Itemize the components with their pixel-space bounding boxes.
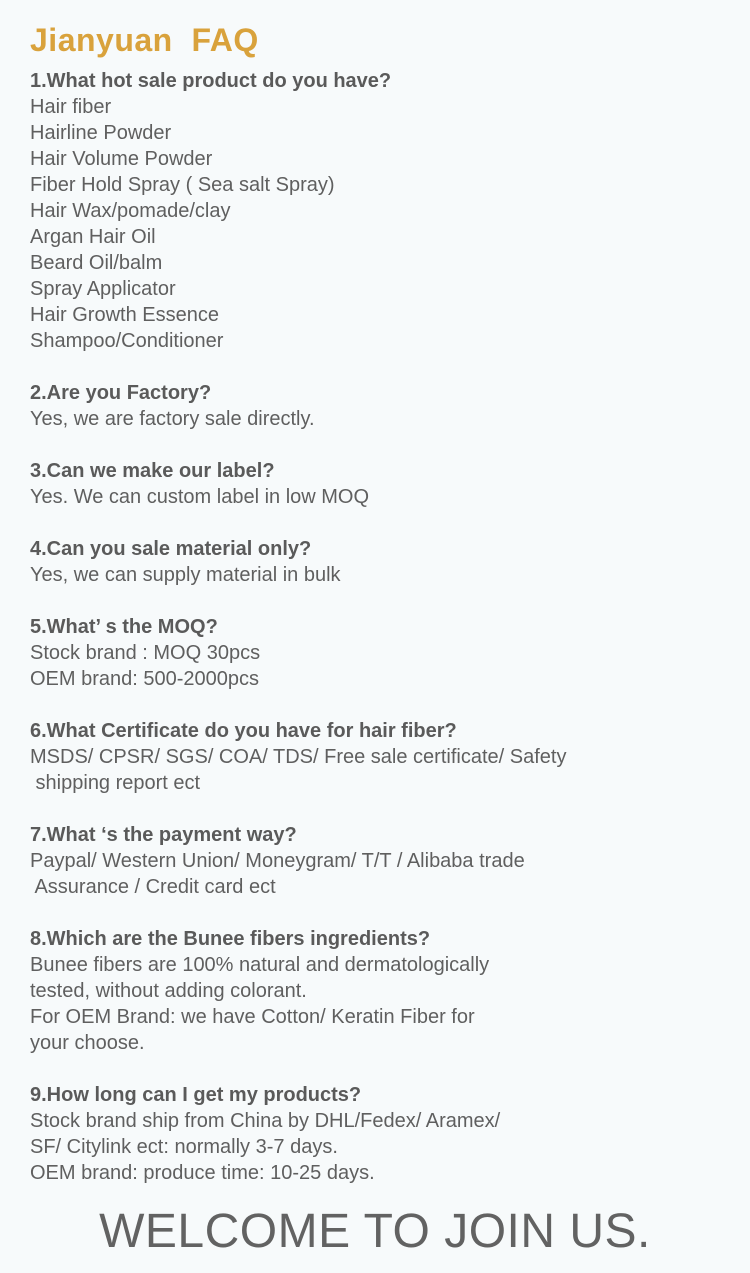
- faq-answer-line: Hair Wax/pomade/clay: [30, 200, 231, 222]
- faq-answer-line: MSDS/ CPSR/ SGS/ COA/ TDS/ Free sale certificate/ Safety: [30, 746, 567, 768]
- faq-item-1: [30, 68, 750, 354]
- faq-answer-line: Hair Volume Powder: [30, 148, 213, 170]
- faq-item-7: [30, 822, 750, 900]
- faq-answer-line: Paypal/ Western Union/ Moneygram/ T/T / Alibaba trade: [30, 850, 525, 872]
- faq-answer-line: Hairline Powder: [30, 122, 172, 144]
- faq-question: 3.Can we make our label?: [30, 460, 275, 482]
- faq-question: 8.Which are the Bunee fibers ingredients?: [30, 928, 431, 950]
- faq-answer-line: Stock brand ship from China by DHL/Fedex/ Aramex/: [30, 1110, 501, 1132]
- faq-question: 4.Can you sale material only?: [30, 538, 312, 560]
- faq-answer-line: Stock brand : MOQ 30pcs: [30, 642, 261, 664]
- faq-answer-line: Hair Growth Essence: [30, 304, 219, 326]
- faq-answer-line: your choose.: [30, 1032, 145, 1054]
- faq-question: 9.How long can I get my products?: [30, 1084, 362, 1106]
- faq-answer-line: Shampoo/Conditioner: [30, 330, 224, 352]
- faq-answer-line: Bunee fibers are 100% natural and dermatologically: [30, 954, 490, 976]
- faq-answer-line: shipping report ect: [30, 772, 201, 794]
- faq-item-4: [30, 536, 750, 588]
- welcome-footer: WELCOME TO JOIN US.: [99, 1205, 651, 1258]
- faq-answer-line: OEM brand: 500-2000pcs: [30, 668, 260, 690]
- faq-question: 6.What Certificate do you have for hair fiber?: [30, 720, 457, 742]
- faq-answer-line: Yes, we are factory sale directly.: [30, 408, 315, 430]
- faq-answer-line: SF/ Citylink ect: normally 3-7 days.: [30, 1136, 338, 1158]
- faq-answer-line: Spray Applicator: [30, 278, 176, 300]
- faq-answer-line: For OEM Brand: we have Cotton/ Keratin Fiber for: [30, 1006, 475, 1028]
- faq-answer-line: Yes, we can supply material in bulk: [30, 564, 341, 586]
- faq-answer-line: OEM brand: produce time: 10-25 days.: [30, 1162, 375, 1184]
- faq-question: 2.Are you Factory?: [30, 382, 212, 404]
- faq-answer-line: Hair fiber: [30, 96, 112, 118]
- faq-item-9: [30, 1082, 750, 1186]
- faq-item-2: [30, 380, 750, 432]
- faq-question: 7.What ‘s the payment way?: [30, 824, 297, 846]
- faq-question: 1.What hot sale product do you have?: [30, 70, 392, 92]
- faq-question: 5.What’ s the MOQ?: [30, 616, 218, 638]
- faq-answer-line: Fiber Hold Spray ( Sea salt Spray): [30, 174, 335, 196]
- faq-answer-line: Yes. We can custom label in low MOQ: [30, 486, 370, 508]
- page-title: Jianyuan FAQ: [30, 22, 259, 58]
- faq-item-6: [30, 718, 750, 796]
- faq-answer-line: Argan Hair Oil: [30, 226, 156, 248]
- faq-item-3: [30, 458, 750, 510]
- faq-item-5: [30, 614, 750, 692]
- faq-item-8: [30, 926, 750, 1056]
- faq-answer-line: Beard Oil/balm: [30, 252, 163, 274]
- faq-answer-line: tested, without adding colorant.: [30, 980, 307, 1002]
- faq-list: [30, 68, 750, 1186]
- faq-answer-line: Assurance / Credit card ect: [30, 876, 276, 898]
